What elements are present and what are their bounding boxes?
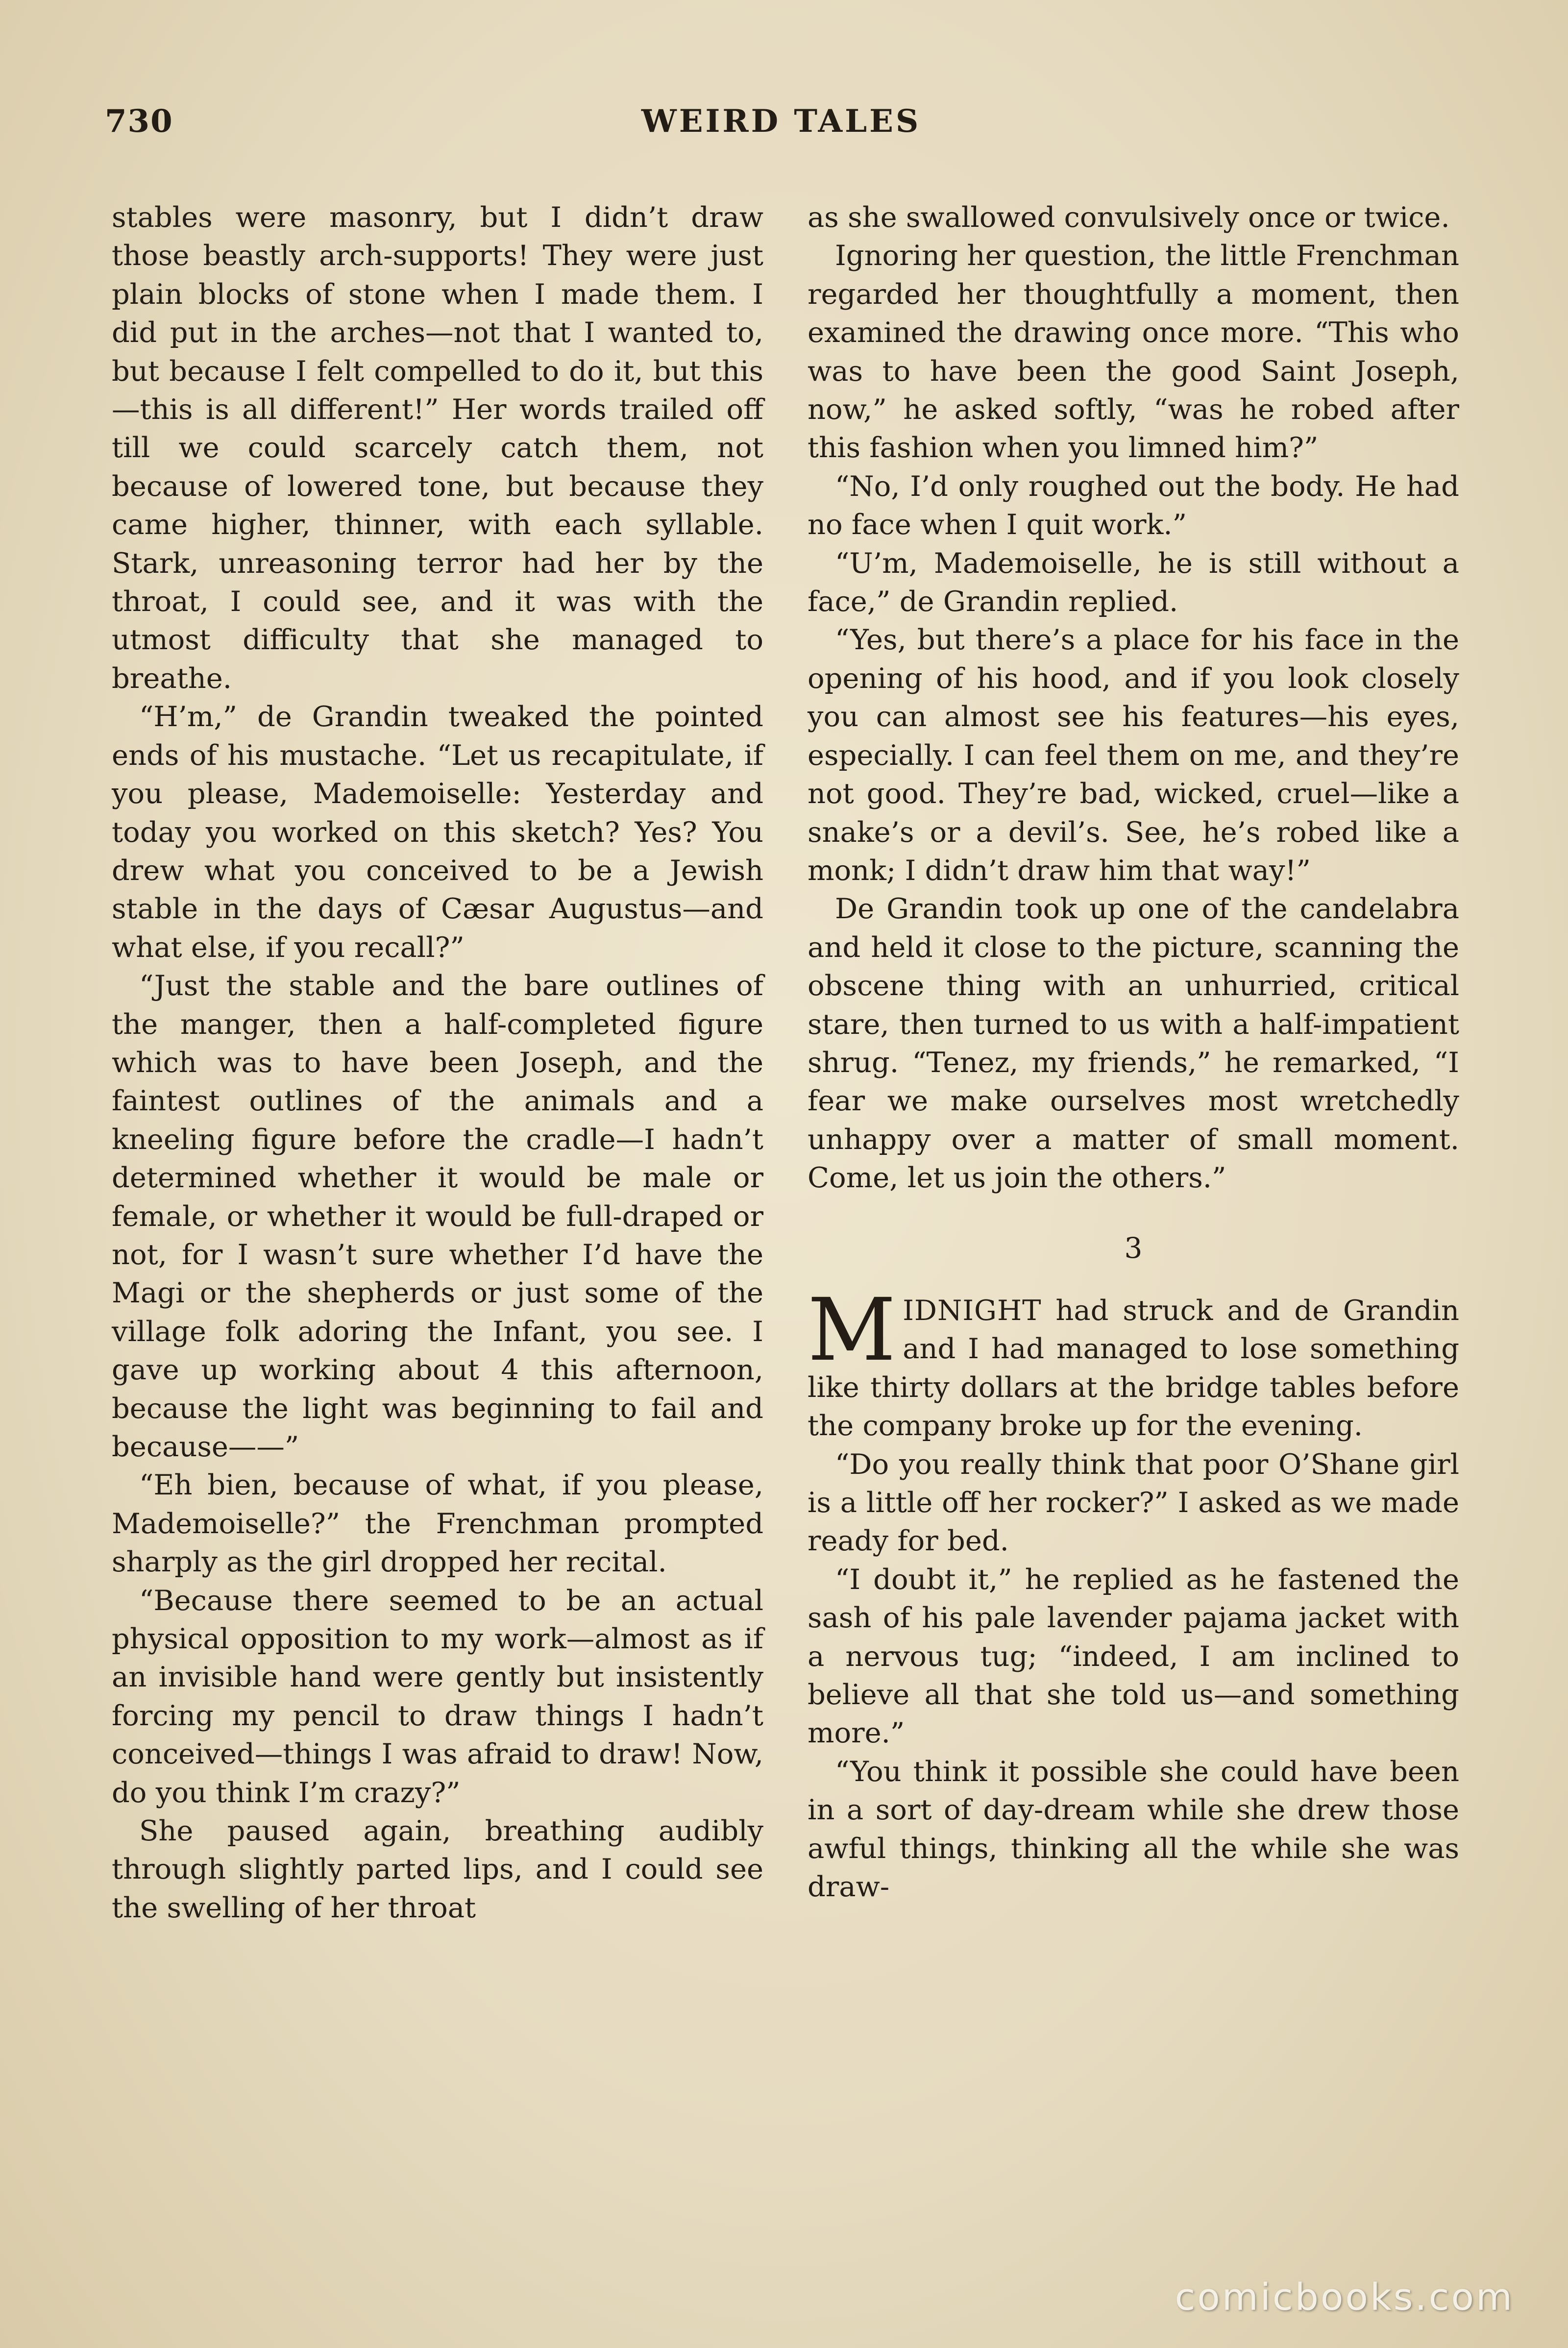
running-title: WEIRD TALES	[641, 103, 921, 140]
watermark-text: comicbooks.com	[1175, 2275, 1514, 2319]
right-column	[808, 198, 1459, 1906]
paragraph: Ignoring her question, the little Frenchman regarded her thoughtfully a moment, then examined the drawing once more. “This who was to have been the good Saint Joseph, now,” he asked softly, “was he robed after this fashion when you limned him?”	[808, 239, 1459, 465]
paragraph: She paused again, breathing audibly through slightly parted lips, and I could see the swelling of her throat	[112, 1814, 763, 1924]
small-caps-lead: IDNIGHT	[903, 1294, 1042, 1327]
paragraph: as she swallowed convulsively once or twice.	[808, 201, 1450, 234]
left-column	[112, 198, 763, 1927]
page-number: 730	[105, 103, 173, 140]
page-header	[105, 103, 1457, 147]
paragraph: “No, I’d only roughed out the body. He had no face when I quit work.”	[808, 469, 1459, 541]
paragraph: stables were masonry, but I didn’t draw those beastly arch-supports! They were just plain blocks of stone when I made them. I did put in the arches—not that I wanted to, but because I felt compelled to do it, but this—this is all different!” Her words trailed off till we could scarcely catch them, not because of lowered tone, but because they came higher, thinner, with each syllable. Stark, unreasoning terror had her by the throat, I could see, and it was with the utmost difficulty that she managed to breathe.	[112, 201, 763, 695]
paragraph: “You think it possible she could have been in a sort of day-dream while she drew those awful things, thinking all the while she was draw-	[808, 1755, 1459, 1904]
paragraph: De Grandin took up one of the candelabra and held it close to the picture, scanning the obscene thing with an unhurried, critical stare, then turned to us with a half-impatient shrug. “Tenez, my friends,” he remarked, “I fear we make ourselves most wretchedly unhappy over a matter of small moment. Come, let us join the others.”	[808, 892, 1459, 1195]
opening-text: had struck and de Grandin and I had managed to lose something like thirty dollars at the bridge tables before the company broke up for the evening.	[808, 1294, 1459, 1443]
paragraph: “I doubt it,” he replied as he fastened the sash of his pale lavender pajama jacket with a nervous tug; “indeed, I am inclined to believe all that she told us—and something more.”	[808, 1563, 1459, 1750]
paragraph: “Just the stable and the bare outlines of the manger, then a half-completed figure which was to have been Joseph, and the faintest outlines of the animals and a kneeling figure before the cradle—I hadn’t determined whether it would be male or female, or whether it would be full-draped or not, for I wasn’t sure whether I’d have the Magi or the shepherds or just some of the village folk adoring the Infant, you see. I gave up working about 4 this afternoon, because the light was beginning to fail and because——”	[112, 969, 763, 1463]
section-number: 3	[1124, 1231, 1143, 1265]
paragraph: “Because there seemed to be an actual physical opposition to my work—almost as if an invisible hand were gently but insistently forcing my pencil to draw things I hadn’t conceived—things I was afraid to draw! Now, do you think I’m crazy?”	[112, 1584, 763, 1809]
drop-cap: M	[808, 1279, 896, 1380]
paragraph: “Do you really think that poor O’Shane girl is a little off her rocker?” I asked as we made ready for bed.	[808, 1447, 1459, 1558]
paragraph: “Yes, but there’s a place for his face in the opening of his hood, and if you look closely you can almost see his features—his eyes, especially. I can feel them on me, and they’re not good. They’re bad, wicked, cruel—like a snake’s or a devil’s. See, he’s robed like a monk; I didn’t draw him that way!”	[808, 623, 1459, 887]
paragraph: “H’m,” de Grandin tweaked the pointed ends of his mustache. “Let us recapitulate, if you please, Mademoiselle: Yesterday and today you worked on this sketch? Yes? You drew what you conceived to be a Jewish stable in the days of Cæsar Augustus—and what else, if you recall?”	[112, 700, 763, 964]
section-opening-paragraph	[808, 1279, 1459, 1445]
paragraph: “U’m, Mademoiselle, he is still without a face,” de Grandin replied.	[808, 546, 1459, 618]
paragraph: “Eh bien, because of what, if you please, Mademoiselle?” the Frenchman prompted sharply as the girl dropped her recital.	[112, 1468, 763, 1579]
